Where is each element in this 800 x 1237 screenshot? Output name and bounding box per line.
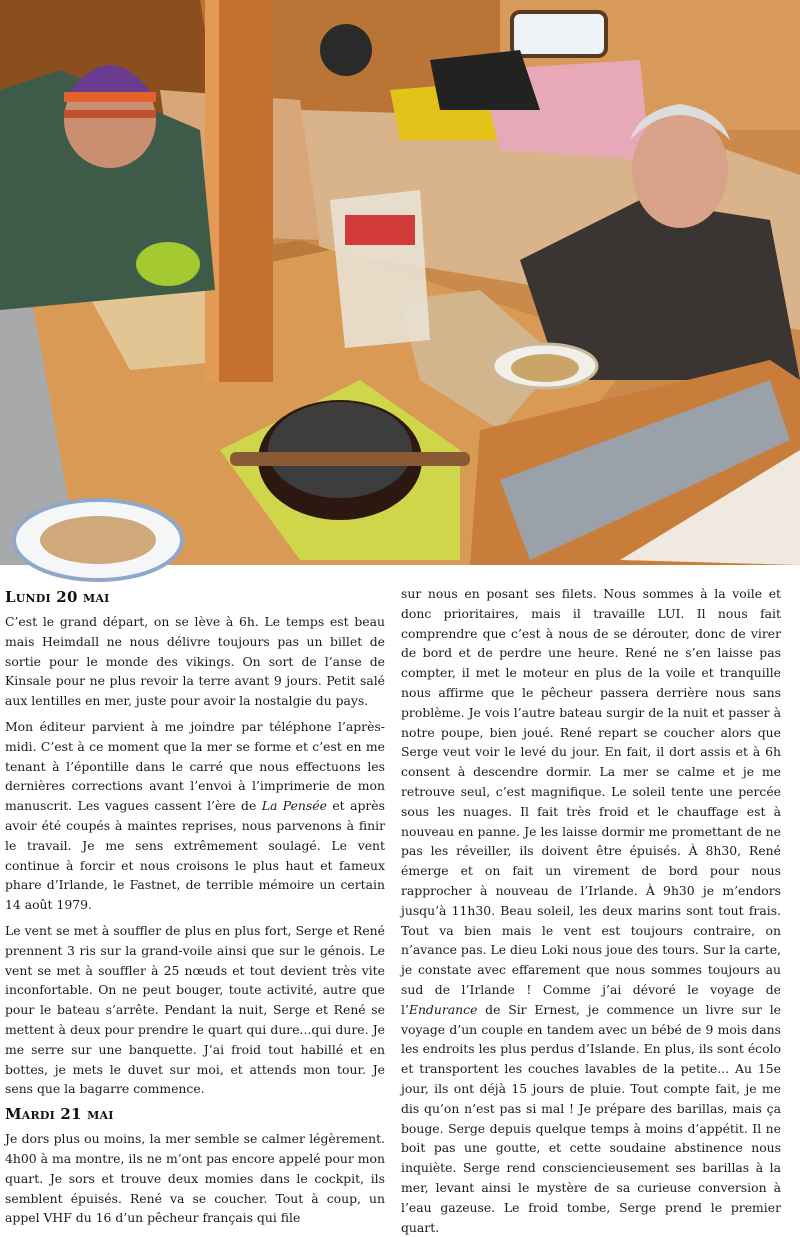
paragraph (5, 717, 385, 915)
heading-lundi: Lundi 20 mai (5, 588, 110, 606)
paragraph: Je dors plus ou moins, la mer semble se calmer légèrement. 4h00 à ma montre, ils ne m’ont pas encore appelé pour mon quart. Je sors et trouve deux momies dans le cockpit, ils semblent épuisés. René va se coucher. Tout à coup, un appel VHF du 16 d’un pêcheur français qui file (5, 1131, 385, 1226)
text-run: sur nous en posant ses filets. Nous sommes à la voile et donc prioritaires, mais il travaille LUI. Il nous fait comprendre que c’est à nous de se dérouter, donc de virer de bord et de perdre une heure. René ne s’en laisse pas compter, il met le moteur en plus de la voile et tranquille nous affirme que le pêcheur passera derrière nous sans problème. Je vois l’autre bateau surgir de la nuit et passer à notre poupe, bien joué. René repart se coucher alors que Serge veut voir le levé du jour. En fait, il dort assis et à 6h consent à descendre dormir. La mer se calme et je me retrouve seul, c’est magnifique. Le soleil tente une percée sous les nuages. Il fait très froid et le chauffage est à nouveau en panne. Je les laisse dormir me promettant de ne pas les réveiller, ils doivent être épuisés. À 8h30, René émerge et on fait un virement de bord pour nous rapprocher à nouveau de l’Irlande. À 9h30 je m’endors jusqu’à 11h30. Beau soleil, les deux marins sont tout frais. Tout va bien mais le vent est toujours contraire, on n’avance pas. Le dieu Loki nous joue des tours. Sur la carte, je constate avec effarement que nous sommes toujours au sud de l’Irlande ! Comme j’ai dévoré le voyage de l’ (401, 586, 781, 1017)
text-run: Mon éditeur parvient à me joindre par téléphone l’après-midi. C’est à ce moment que la mer se forme et c’est en me tenant à l’épontille dans le carré que nous effectuons les dernières corrections avant l’envoi à l’imprimerie de mon manuscrit. Les vagues cassent l’ère de (5, 718, 385, 814)
article-body (5, 584, 793, 1235)
paragraph: C’est le grand départ, on se lève à 6h. Le temps est beau mais Heimdall ne nous délivre toujours pas un billet de sortie pour le monde des vikings. On sort de l’anse de Kinsale pour ne plus revoir la terre avant 9 jours. Petit salé aux lentilles en mer, juste pour avoir la nostalgie du pays. (5, 614, 385, 709)
paragraph (401, 584, 781, 1237)
heading-mardi: Mardi 21 mai (5, 1105, 114, 1124)
book-title: La Pensée (261, 798, 327, 814)
paragraph: Le vent se met à souffler de plus en plus fort, Serge et René prennent 3 ris sur la grand-voile ainsi que sur le génois. Le vent se met à souffler à 25 nœuds et tout devient très vite inconfortable. On ne peut bouger, toute activité, autre que pour le bateau s’arrête. Pendant la nuit, Serge et René se mettent à deux pour prendre le quart qui dure...qui dure. Je me serre sur une banquette. J’ai froid tout habillé et en bottes, je mets le duvet sur moi, et attends mon tour. Je sens que la bagarre commence. (5, 922, 385, 1097)
sailboat-cabin-photo (0, 0, 800, 565)
right-column (401, 584, 781, 1237)
text-run: de Sir Ernest, je commence un livre sur le voyage d’un couple en tandem avec un bébé de 9 mois dans les endroits les plus perdus d’Islande. En plus, ils sont écolo et transportent les couches lavables de la petite... Au 15e jour, ils ont déjà 15 jours de pluie. Tout compte fait, je me dis qu’on n’est pas si mal ! Je prépare des barillas, mais ça bouge. Serge depuis quelque temps à moins d’appétit. Il ne boit pas une goutte, et cette soudaine abstinence nous inquiète. Serge rend consciencieusement ses barillas à la mer, levant ainsi le mystère de sa curieuse conversion à l’eau gazeuse. Le froid tombe, Serge prend le premier quart. (401, 1001, 781, 1235)
text-run: et après avoir été coupés à maintes reprises, nous parvenons à finir le travail. Je me sens extrêmement soulagé. Le vent continue à forcir et nous croisons le plus haut et fameux phare d’Irlande, le Fastnet, de terrible mémoire un certain 14 août 1979. (5, 798, 385, 913)
ship-name: Endurance (408, 1001, 478, 1017)
left-column (5, 584, 385, 1234)
